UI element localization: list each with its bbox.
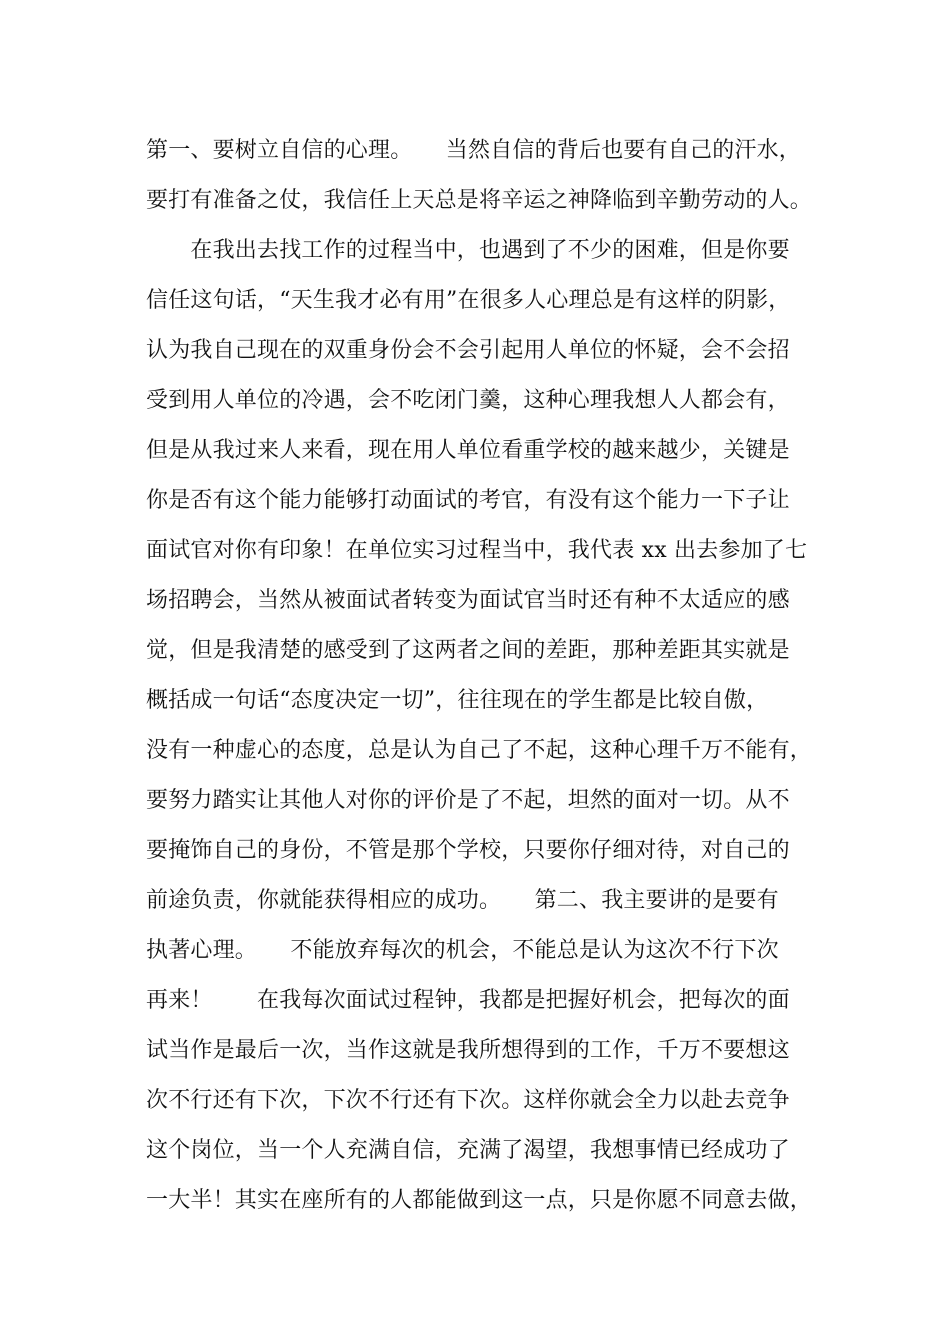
text-line: 前途负责，你就能获得相应的成功。 第二、我主要讲的是要有 [146,888,779,913]
text-line: 但是从我过来人来看，现在用人单位看重学校的越来越少，关键是 [146,438,790,463]
text-line: 场招聘会，当然从被面试者转变为面试官当时还有种不太适应的感 [146,588,790,613]
text-line: 受到用人单位的冷遇，会不吃闭门羹，这种心理我想人人都会有， [146,388,790,413]
text-line: 再来！ 在我每次面试过程钟，我都是把握好机会，把每次的面 [146,988,790,1013]
text-line: 面试官对你有印象！在单位实习过程当中，我代表 xx 出去参加了七 [146,538,808,563]
text-line: 第一、要树立自信的心理。 当然自信的背后也要有自己的汗水， [146,138,802,163]
text-line: 在我出去找工作的过程当中，也遇到了不少的困难，但是你要 [146,238,790,263]
text-line: 信任这句话，“天生我才必有用”在很多人心理总是有这样的阴影， [146,288,791,313]
text-line: 次不行还有下次，下次不行还有下次。这样你就会全力以赴去竞争 [146,1088,790,1113]
text-line: 执著心理。 不能放弃每次的机会，不能总是认为这次不行下次 [146,938,779,963]
text-line: 要打有准备之仗，我信任上天总是将辛运之神降临到辛勤劳动的人。 [146,188,813,213]
text-line: 试当作是最后一次，当作这就是我所想得到的工作，千万不要想这 [146,1038,790,1063]
text-line: 这个岗位，当一个人充满自信，充满了渴望，我想事情已经成功了 [146,1138,790,1163]
text-line: 你是否有这个能力能够打动面试的考官，有没有这个能力一下子让 [146,488,790,513]
text-line: 认为我自己现在的双重身份会不会引起用人单位的怀疑，会不会招 [146,338,790,363]
text-line: 没有一种虚心的态度，总是认为自己了不起，这种心理千万不能有， [146,738,813,763]
text-line: 要掩饰自己的身份，不管是那个学校，只要你仔细对待，对自己的 [146,838,790,863]
text-line: 觉，但是我清楚的感受到了这两者之间的差距，那种差距其实就是 [146,638,790,663]
text-line: 要努力踏实让其他人对你的评价是了不起，坦然的面对一切。从不 [146,788,790,813]
text-line: 一大半！其实在座所有的人都能做到这一点，只是你愿不同意去做， [146,1188,813,1213]
text-line: 概括成一句话“态度决定一切”，往往现在的学生都是比较自傲， [146,688,769,713]
